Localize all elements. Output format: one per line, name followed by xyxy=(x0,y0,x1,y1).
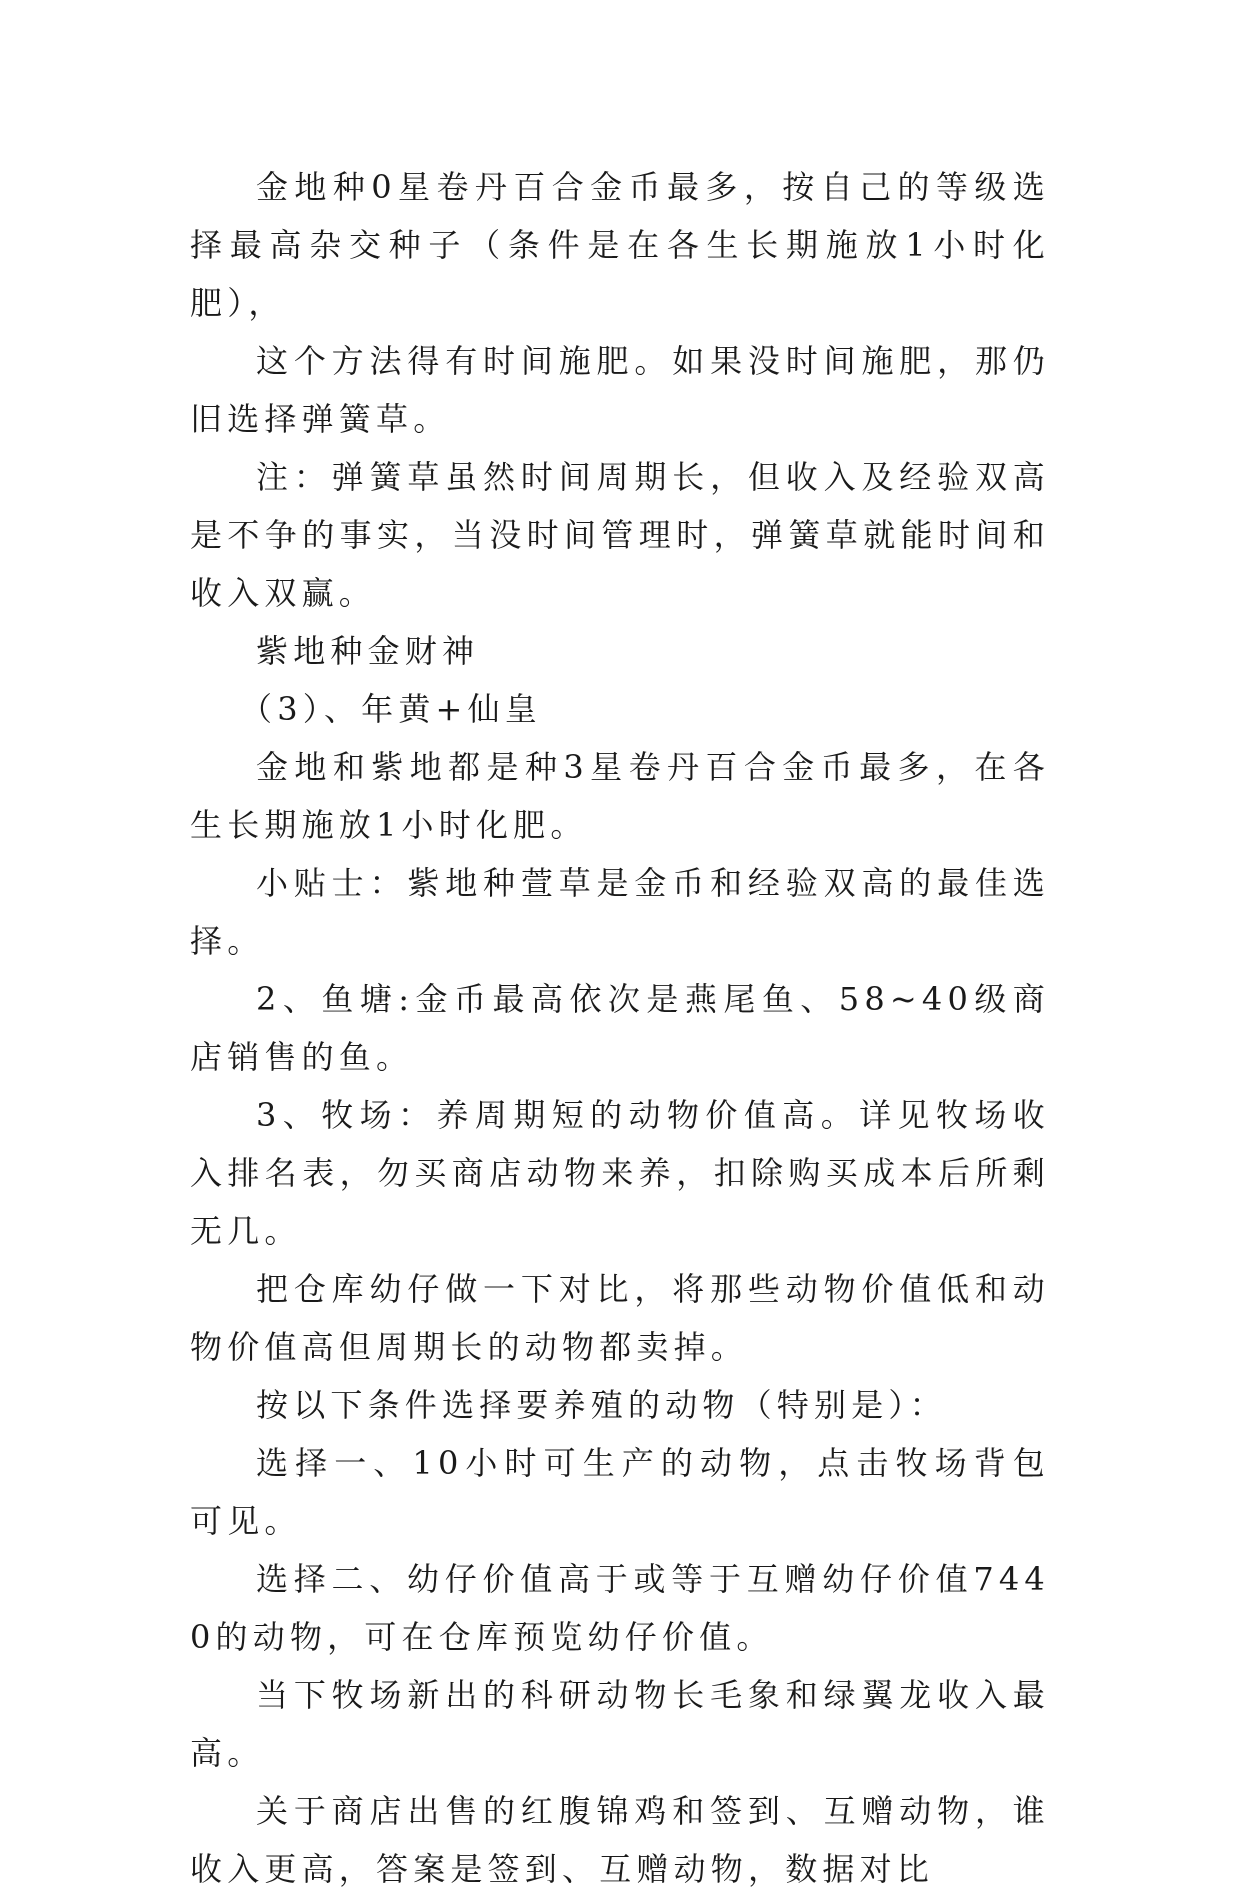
paragraph-conditions: 按以下条件选择要养殖的动物（特别是）： xyxy=(256,1386,947,1424)
paragraph-ranch: 3、牧场：养周期短的动物价值高。详见牧场收入排名表，勿买商店动物来养，扣除购买成本后所剩无几。 xyxy=(190,1096,1050,1250)
paragraph-choice-1: 选择一、10小时可生产的动物，点击牧场背包可见。 xyxy=(190,1444,1050,1540)
paragraph-choice-2: 选择二、幼仔价值高于或等于互赠幼仔价值7440的动物，可在仓库预览幼仔价值。 xyxy=(190,1560,1050,1656)
paragraph-note: 注：弹簧草虽然时间周期长，但收入及经验双高是不争的事实，当没时间管理时，弹簧草就能时间和收入双赢。 xyxy=(190,458,1050,612)
paragraph-fertilizer-tip: 这个方法得有时间施肥。如果没时间施肥，那仍旧选择弹簧草。 xyxy=(190,342,1050,438)
paragraph-research-animals: 当下牧场新出的科研动物长毛象和绿翼龙收入最高。 xyxy=(190,1676,1050,1772)
paragraph-gold-purple-land: 金地和紫地都是种3星卷丹百合金币最多，在各生长期施放1小时化肥。 xyxy=(190,748,1050,844)
paragraph-fish-pond: 2、鱼塘:金币最高依次是燕尾鱼、58~40级商店销售的鱼。 xyxy=(190,980,1050,1076)
paragraph-gold-land-tip: 金地种0星卷丹百合金币最多，按自己的等级选择最高杂交种子（条件是在各生长期施放1小时化肥）， xyxy=(190,168,1050,322)
paragraph-section-3: （3）、年黄+仙皇 xyxy=(240,690,542,728)
paragraph-tip: 小贴士：紫地种萱草是金币和经验双高的最佳选择。 xyxy=(190,864,1050,960)
paragraph-purple-land: 紫地种金财神 xyxy=(256,632,480,670)
document-body xyxy=(190,158,1050,1898)
paragraph-comparison: 关于商店出售的红腹锦鸡和签到、互赠动物，谁收入更高，答案是签到、互赠动物，数据对比 xyxy=(190,1792,1050,1888)
paragraph-warehouse: 把仓库幼仔做一下对比，将那些动物价值低和动物价值高但周期长的动物都卖掉。 xyxy=(190,1270,1050,1366)
